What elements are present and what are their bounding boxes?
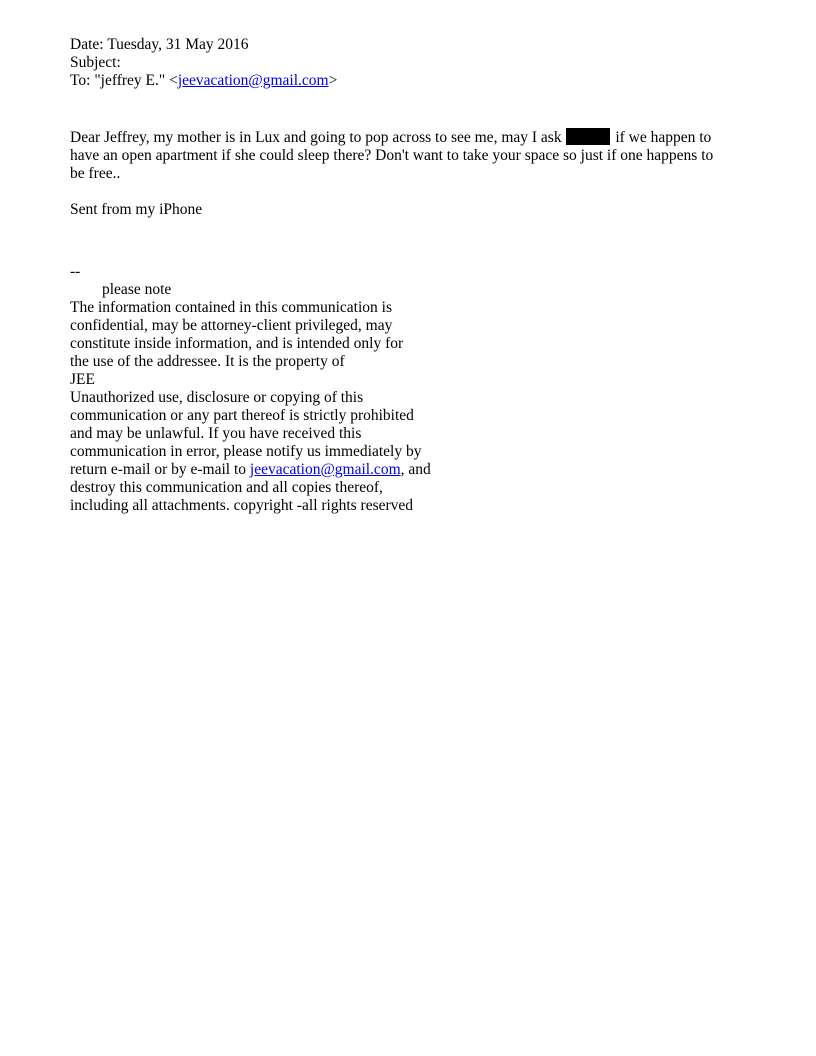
disclaimer-line: communication in error, please notify us immediately by [70,443,422,460]
to-name: "jeffrey E." [94,72,166,89]
email-document [70,36,750,515]
disclaimer-line: constitute inside information, and is intended only for [70,335,404,352]
to-close-bracket: > [328,72,338,89]
signature-note: please note [102,281,172,298]
sent-from: Sent from my iPhone [70,201,203,218]
email-header [70,36,750,90]
return-line-end: , and [400,461,431,478]
disclaimer-line: communication or any part thereof is strictly prohibited [70,407,414,424]
date-value: Tuesday, 31 May 2016 [107,36,249,53]
to-open-bracket: < [169,72,178,89]
body-line-3: be free.. [70,165,121,182]
disclaimer-line: Unauthorized use, disclosure or copying of this [70,389,364,406]
disclaimer-line: confidential, may be attorney-client privileged, may [70,317,393,334]
to-label: To: [70,72,91,89]
disclaimer-line: including all attachments. copyright -all rights reserved [70,497,414,514]
body-line-1 [70,128,750,147]
signature-separator: -- [70,263,81,280]
email-body [70,128,750,183]
body-line-1-start: Dear Jeffrey, my mother is in Lux and going to pop across to see me, may I ask [70,129,562,146]
date-label: Date: [70,36,104,53]
disclaimer-line: and may be unlawful. If you have received this [70,425,362,442]
disclaimer-line: The information contained in this communication is [70,299,392,316]
to-email-link[interactable]: jeevacation@gmail.com [177,72,329,89]
body-line-1-end: if we happen to [615,129,712,146]
to-line [70,72,750,90]
body-line-2: have an open apartment if she could sleep there? Don't want to take your space so just if one happens to [70,147,714,164]
subject-line [70,54,750,72]
date-line [70,36,750,54]
subject-label: Subject: [70,54,121,71]
disclaimer-return-line [70,461,450,479]
redaction-box [566,128,610,145]
confidentiality-disclaimer [70,299,450,515]
disclaimer-line: destroy this communication and all copies thereof, [70,479,383,496]
disclaimer-line: JEE [70,371,95,388]
disclaimer-line: the use of the addressee. It is the property of [70,353,345,370]
return-line-start: return e-mail or by e-mail to [70,461,247,478]
disclaimer-email-link[interactable]: jeevacation@gmail.com [249,461,401,478]
